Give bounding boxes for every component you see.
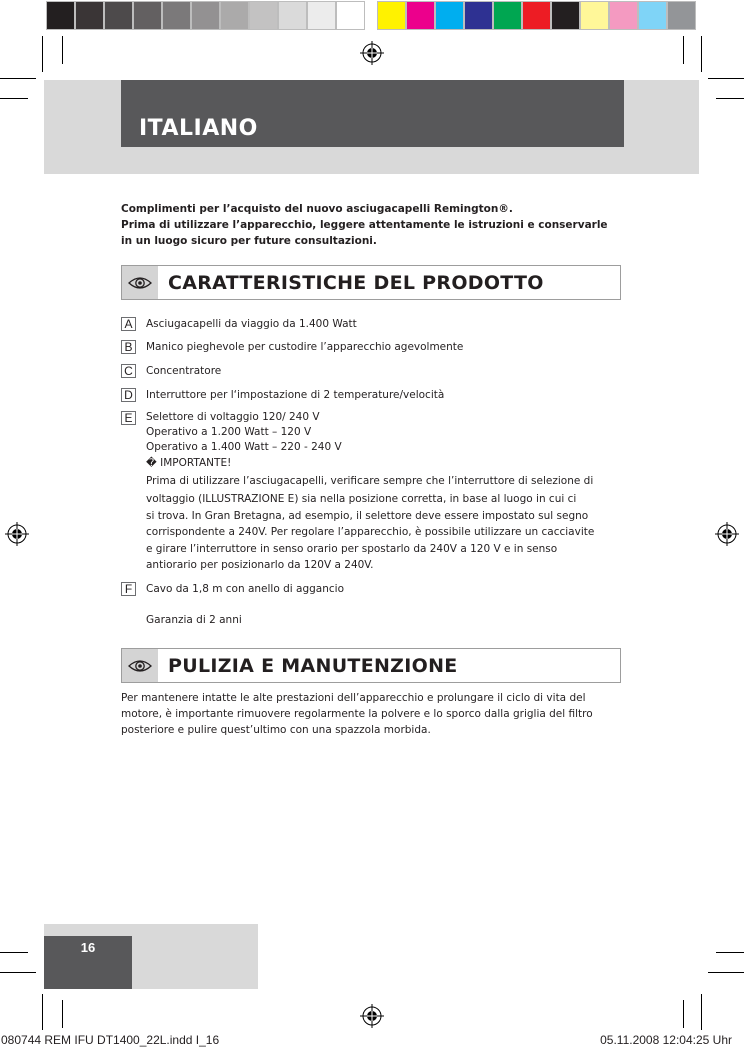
feature-item: Cavo da 1,8 m con anello di aggancio: [146, 583, 345, 595]
color-swatch: [104, 1, 133, 30]
crop-mark: [683, 36, 684, 64]
print-slug-right: 05.11.2008 12:04:25 Uhr: [600, 1033, 732, 1047]
item-letter: F: [121, 582, 136, 596]
crop-mark: [0, 972, 36, 973]
color-swatch: [46, 1, 75, 30]
color-swatch: [220, 1, 249, 30]
color-swatch: [551, 1, 580, 30]
item-letter: A: [121, 317, 136, 331]
item-letter: B: [121, 340, 136, 354]
registration-mark-icon: [360, 41, 384, 65]
section-header-cleaning: [121, 648, 621, 683]
voltage-line: Operativo a 1.200 Watt – 120 V: [146, 426, 312, 438]
crop-mark: [716, 952, 744, 953]
color-swatch: [493, 1, 522, 30]
crop-mark: [42, 994, 43, 1030]
color-swatch: [249, 1, 278, 30]
color-swatch: [162, 1, 191, 30]
registration-mark-icon: [360, 1004, 384, 1028]
print-slug-left: 080744 REM IFU DT1400_22L.indd I_16: [1, 1033, 220, 1047]
crop-mark: [0, 78, 36, 79]
crop-mark: [62, 36, 63, 64]
section-icon-cell: [122, 266, 158, 299]
color-swatch: [609, 1, 638, 30]
important-text-line: e girare l’interruttore in senso orario per spostarlo da 240V a 120 V e in senso: [146, 543, 558, 555]
item-letter: D: [121, 388, 136, 402]
color-swatch: [75, 1, 104, 30]
feature-item: Selettore di voltaggio 120/ 240 V: [146, 411, 320, 423]
crop-mark: [708, 78, 744, 79]
page-title: ITALIANO: [139, 116, 258, 141]
crop-mark: [0, 98, 28, 99]
color-swatch: [278, 1, 307, 30]
color-swatch: [464, 1, 493, 30]
crop-mark: [701, 36, 702, 72]
page-number: 16: [80, 940, 96, 955]
crop-mark: [0, 952, 28, 953]
color-swatch: [377, 1, 406, 30]
color-swatch: [435, 1, 464, 30]
crop-mark: [701, 994, 702, 1030]
color-swatch: [307, 1, 336, 30]
important-text-line: voltaggio (ILLUSTRAZIONE E) sia nella posizione corretta, in base al luogo in cui ci: [146, 493, 577, 505]
registration-mark-icon: [5, 522, 29, 546]
intro-line: Complimenti per l’acquisto del nuovo asciugacapelli Remington®.: [121, 203, 513, 215]
cleaning-text-line: posteriore e pulire quest’ultimo con una spazzola morbida.: [121, 724, 431, 736]
color-swatch: [522, 1, 551, 30]
important-text-line: corrispondente a 240V. Per regolare l’apparecchio, è possibile utilizzare un cacciavite: [146, 526, 595, 538]
crop-mark: [42, 36, 43, 72]
feature-item: Manico pieghevole per custodire l’apparecchio agevolmente: [146, 341, 464, 353]
feature-item: Interruttore per l‘impostazione di 2 temperature/velocità: [146, 389, 445, 401]
language-header: [121, 80, 624, 147]
important-text-line: si trova. In Gran Bretagna, ad esempio, il selettore deve essere impostato sul segno: [146, 510, 589, 522]
crop-mark: [683, 1000, 684, 1028]
item-letter: E: [121, 411, 136, 425]
section-title: CARATTERISTICHE DEL PRODOTTO: [168, 272, 544, 294]
color-swatch: [133, 1, 162, 30]
color-swatch: [191, 1, 220, 30]
page-number-box: [44, 936, 132, 989]
color-swatch: [580, 1, 609, 30]
cleaning-text-line: motore, è importante rimuovere regolarmente la polvere e lo sporco dalla griglia del filtro: [121, 708, 593, 720]
registration-mark-icon: [715, 522, 739, 546]
color-swatch: [406, 1, 435, 30]
feature-item: Asciugacapelli da viaggio da 1.400 Watt: [146, 318, 357, 330]
section-title: PULIZIA E MANUTENZIONE: [168, 655, 458, 677]
eye-icon: [128, 657, 152, 675]
important-label: � IMPORTANTE!: [146, 457, 232, 469]
crop-mark: [708, 972, 744, 973]
intro-line: Prima di utilizzare l’apparecchio, leggere attentamente le istruzioni e conservarle: [121, 219, 608, 231]
voltage-line: Operativo a 1.400 Watt – 220 - 240 V: [146, 441, 342, 453]
cleaning-text-line: Per mantenere intatte le alte prestazioni dell’apparecchio e prolungare il ciclo di vita del: [121, 692, 586, 704]
item-letter: C: [121, 364, 136, 378]
crop-mark: [716, 98, 744, 99]
color-swatch: [638, 1, 667, 30]
feature-item: Concentratore: [146, 365, 222, 377]
intro-line: in un luogo sicuro per future consultazioni.: [121, 235, 377, 247]
important-text-line: Prima di utilizzare l’asciugacapelli, verificare sempre che l’interruttore di selezione di: [146, 475, 594, 487]
section-header-features: [121, 265, 621, 300]
eye-icon: [128, 274, 152, 292]
color-swatch: [667, 1, 696, 30]
warranty-text: Garanzia di 2 anni: [146, 614, 242, 626]
section-icon-cell: [122, 649, 158, 682]
crop-mark: [62, 1000, 63, 1028]
important-text-line: antiorario per posizionarlo da 120V a 240V.: [146, 559, 374, 571]
color-swatch: [336, 1, 365, 30]
